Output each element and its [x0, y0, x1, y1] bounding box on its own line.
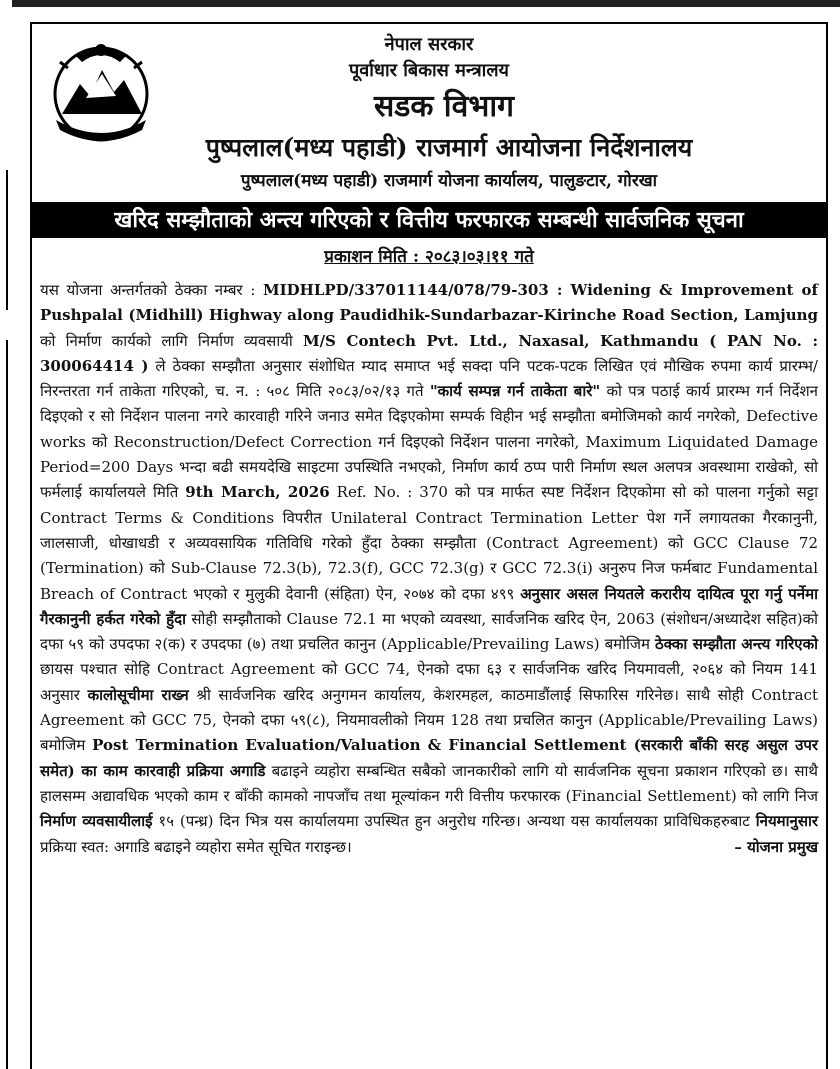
notice-header — [32, 24, 826, 200]
body-text-2: को निर्माण कार्यको लागि निर्माण व्यवसायी — [40, 331, 303, 350]
signature: – योजना प्रमुख — [734, 837, 818, 856]
header-ministry: पूर्वाधार बिकास मन्त्रालय — [349, 60, 509, 81]
body-text-5: Ref. No. : 370 को पत्र मार्फत स्पष्ट निर्देशन दिएकोमा सो को पालना गर्नुको सट्टा Contract Terms & Conditions विपरीत Unilateral Contract Termination Letter पेश गर्ने लगायतका गैरकानुनी, जालसाजी, धोखाधडी र अव्यवसायिक गतिविधि गरेको हुँदा ठेक्का सम्झौता (Contract Agreement) को GCC Clause 72 (Termination) को Sub-Clause 72.3(b), 72.3(f), GCC 72.3(g) र GCC 72.3(i) अनुरुप निज फर्मबाट Fundamental Breach of Contract भएको र मुलुकी देवानी (संहिता) ऐन, २०७४ को दफा ४९९ — [40, 483, 819, 603]
as-per-rules: नियमानुसार — [755, 812, 818, 831]
body-text-3: ले ठेक्का सम्झौता अनुसार संशोधित म्याद समाप्त भई सक्दा पनि पटक-पटक लिखित एवं मौखिक रुपमा कार्य प्रारम्भ/निरन्तरता गर्न ताकेता गरिएको, च. न. : ५०८ मिति २०८३/०२/१३ गते — [40, 356, 818, 401]
publication-date — [32, 244, 826, 267]
top-border-rule — [0, 0, 840, 7]
left-margin-line — [6, 170, 8, 310]
english-date: 9th March, 2026 — [185, 483, 330, 502]
body-text-12: प्रक्रिया स्वत: अगाडि बढाइने व्यहोरा समेत सूचित गराइन्छ। — [40, 837, 352, 856]
body-text-8: छायस पश्चात सोहि Contract Agreement को GCC 74, ऐनको दफा ६३ र सार्वजनिक खरिद नियमावली, २०६४ को नियम 141 अनुसार — [40, 660, 818, 704]
contractor-name: M/S Contech Pvt. Ltd., Naxasal, Kathmandu ( PAN No. : 300064414 ) — [40, 331, 818, 375]
good-faith-clause: अनुसार असल नियतले करारीय दायित्व पूरा गर्नु पर्नेमा गैरकानुनी हर्कत गरेको हुँदा — [40, 584, 818, 628]
body-text-10: बढाइने व्यहोरा सम्बन्धित सबैको जानकारीको लागि यो सार्वजनिक सूचना प्रकाशन गरिएको छ। साथै हालसम्म अद्यावधिक भएको काम र बाँकी कामको नापजाँच तथा मूल्यांकन गरी वित्तीय फरफारक (Financial Settlement) को लागि निज — [40, 761, 819, 805]
body-text-9: श्री सार्वजनिक खरिद अनुगमन कार्यालय, केशरमहल, काठमाडौंलाई सिफारिस गरिनेछ। साथै सोही Contract Agreement को GCC 75, ऐनको दफा ५९(८), नियमावलीको नियम 128 तथा प्रचलित कानुन (Applicable/Prevailing Laws) बमोजिम — [40, 685, 818, 755]
body-text-7: सोही सम्झौताको Clause 72.1 मा भएको व्यवस्था, सार्वजनिक खरिद ऐन, 2063 (संशोधन/अध्यादेश सहित)को दफा ५९ को उपदफा २(क) र उपदफा (७) तथा प्रचलित कानुन (Applicable/Prevailing Laws) बमोजिम — [40, 609, 818, 654]
contractor-reference: निर्माण व्यवसायीलाई — [40, 812, 153, 831]
letter-subject: "कार्य सम्पन्न गर्न ताकेता बारे" — [429, 382, 601, 401]
body-text-4: को पत्र पठाई कार्य प्रारम्भ गर्न निर्देशन दिइएको र सो निर्देशन पालना नगरे कारवाही गरिने जनाउ समेत दिइएकोमा सम्पर्क विहीन भई सम्झौता बमोजिमको कार्य नगरेको, Defective works को Reconstruction/Defect Correction गर्न दिइएको निर्देशन पालना नगरेको, Maximum Liquidated Damage Period=200 Days भन्दा बढी समयदेखि साइटमा उपस्थिति नभएको, निर्माण कार्य ठप्प पारी निर्माण स्थल अलपत्र अवस्थामा राखेको, सो फर्मलाई कार्यालयले मिति — [40, 382, 818, 502]
public-notice — [30, 22, 828, 1069]
blacklist-statement: कालोसूचीमा राख्न — [87, 685, 189, 704]
notice-title: खरिद सम्झौताको अन्त्य गरिएको र वित्तीय फरफारक सम्बन्धी सार्वजनिक सूचना — [32, 202, 826, 238]
body-text-11: १५ (पन्ध्र) दिन भित्र यस कार्यालयमा उपस्थित हुन अनुरोध गरिन्छ। अन्यथा यस कार्यालयका प्राविधिकहरुबाट — [152, 812, 756, 831]
contract-number: MIDHLPD/337011144/078/79-303 : Widening & Improvement of Pushpalal (Midhill) Highway along Paudidhik-Sundarbazar-Kirinche Road Section, Lamjung — [40, 281, 818, 325]
body-text-1: यस योजना अन्तर्गतको ठेक्का नम्बर : — [40, 281, 264, 299]
notice-body — [40, 278, 818, 860]
left-margin-strip — [0, 0, 12, 1069]
left-margin-line — [6, 340, 8, 1069]
header-office: पुष्पलाल(मध्य पहाडी) राजमार्ग योजना कार्यालय, पालुङटार, गोरखा — [240, 171, 658, 191]
header-directorate: पुष्पलाल(मध्य पहाडी) राजमार्ग आयोजना निर्देशनालय — [205, 133, 693, 162]
header-government: नेपाल सरकार — [384, 34, 474, 55]
termination-statement: ठेक्का सम्झौता अन्त्य गरिएको — [655, 635, 818, 654]
settlement-statement: Post Termination Evaluation/Valuation & Financial Settlement (सरकारी बाँकी सरह असुल उपर समेत) का काम कारवाही प्रक्रिया अगाडि — [40, 736, 818, 780]
publication-date-text: प्रकाशन मिति : २०८३।०३।११ गते — [324, 247, 534, 267]
header-department: सडक विभाग — [373, 89, 514, 124]
